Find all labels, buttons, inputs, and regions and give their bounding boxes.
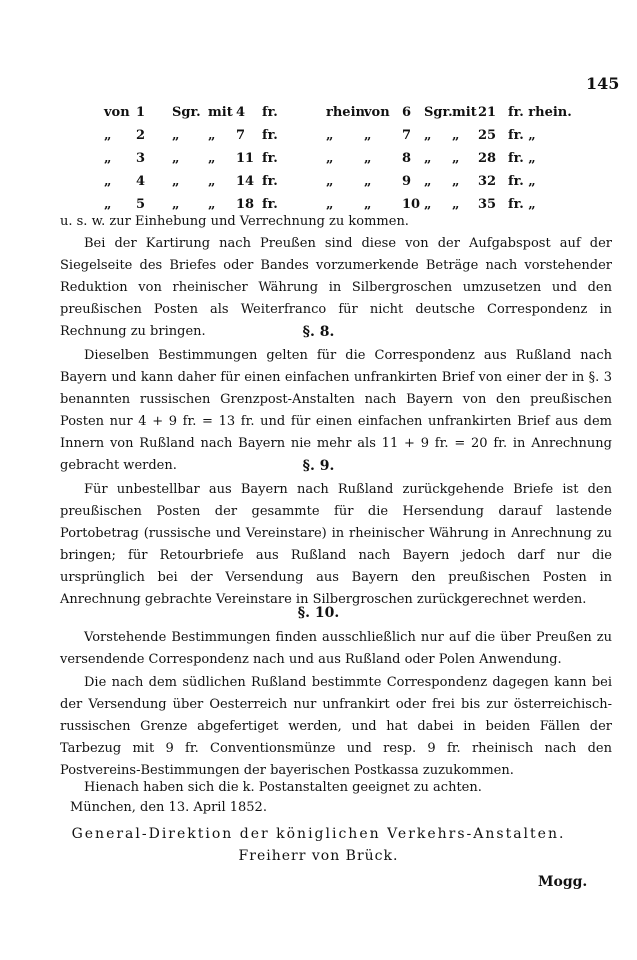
table-cell: 8 (402, 151, 412, 166)
table-cell: „ (326, 174, 334, 189)
table-cell: „ (364, 197, 372, 212)
table-cell: 9 (402, 174, 412, 189)
table-cell: 1 (136, 105, 146, 120)
table-cell: „ (104, 151, 112, 166)
table-cell: Sgr. (424, 105, 453, 120)
table-cell: von (364, 105, 390, 120)
table-cell: 4 (136, 174, 146, 189)
table-cell: „ (424, 151, 432, 166)
table-row (0, 147, 637, 170)
table-cell: 7 (236, 128, 246, 143)
table-row (0, 170, 637, 193)
table-cell: „ (424, 174, 432, 189)
table-cell: „ (172, 174, 180, 189)
table-cell: 7 (402, 128, 412, 143)
table-cell: „ (326, 128, 334, 143)
table-cell: „ (208, 151, 216, 166)
table-cell: fr. „ (508, 128, 536, 143)
table-cell: 21 (478, 105, 497, 120)
table-cell: 3 (136, 151, 146, 166)
table-cell: „ (424, 197, 432, 212)
table-cell: 28 (478, 151, 497, 166)
table-cell: fr. (262, 151, 278, 166)
section-heading-8: §. 8. (302, 324, 335, 340)
table-cell: „ (104, 128, 112, 143)
section-8-text: Dieselben Bestimmungen gelten für die Correspondenz aus Rußland nach Bayern und kann daher für einen einfachen unfrankirten Brief von einer der in §. 3 benannten russischen Grenzpost-Anstalten nach Bayern von den preußischen Posten nur 4 + 9 fr. = 13 fr. und für einen einfachen unfrankirten Brief aus dem Innern von Rußland nach Bayern nie mehr als 11 + 9 fr. = 20 fr. in Anrechnung gebracht werden. (60, 348, 612, 473)
table-cell: „ (326, 197, 334, 212)
table-cell: 35 (478, 197, 497, 212)
table-cell: 4 (236, 105, 246, 120)
table-cell: „ (208, 128, 216, 143)
table-cell: „ (364, 128, 372, 143)
table-cell: 32 (478, 174, 497, 189)
paragraph-kartirung: Bei der Kartirung nach Preußen sind diese von der Aufgabspost auf der Siegelseite des Briefes oder Bandes vorzumerkende Beträge nach vorstehender Reduktion von rheinischer Währung in Silbergroschen umzusetzen und den preußischen Posten als Weiterfranco für nicht deutsche Correspondenz in Rechnung zu bringen. (60, 236, 612, 339)
table-cell: „ (172, 197, 180, 212)
table-cell: 5 (136, 197, 146, 212)
table-cell: 25 (478, 128, 497, 143)
table-cell: „ (364, 174, 372, 189)
table-cell: „ (104, 174, 112, 189)
table-cell: mit (208, 105, 233, 120)
table-cell: „ (452, 174, 460, 189)
table-cell: „ (452, 128, 460, 143)
table-row (0, 101, 637, 124)
section-10-text-1: Vorstehende Bestimmungen finden ausschließlich nur auf die über Preußen zu versendende Correspondenz nach und aus Rußland oder Polen Anwendung. (60, 630, 612, 667)
section-9-text: Für unbestellbar aus Bayern nach Rußland zurückgehende Briefe ist den preußischen Posten der gesammte für die Hersendung darauf lastende Portobetrag (russische und Vereinstare) in rheinischer Währung in Anrechnung zu bringen; für Retourbriefe aus Rußland nach Bayern jedoch darf nur die ursprünglich bei der Versendung aus Bayern den preußischen Posten in Anrechnung gebrachte Vereinstare in Silbergroschen zurückgerechnet werden. (60, 482, 612, 607)
table-cell: 6 (402, 105, 412, 120)
table-cell: 11 (236, 151, 255, 166)
table-cell: Sgr. (172, 105, 201, 120)
table-cell: „ (172, 151, 180, 166)
table-cell: „ (452, 151, 460, 166)
table-cell: „ (326, 151, 334, 166)
conversion-table (0, 101, 637, 216)
table-cell: 14 (236, 174, 255, 189)
table-cell: fr. „ (508, 151, 536, 166)
section-heading-10: §. 10. (297, 605, 340, 621)
continuation-line: u. s. w. zur Einhebung und Verrechnung zu kommen. (60, 214, 409, 229)
issuing-authority: General-Direktion der königlichen Verkehrs-Anstalten. (71, 826, 566, 842)
table-cell: 18 (236, 197, 255, 212)
section-10-text-2: Die nach dem südlichen Rußland bestimmte Correspondenz dagegen kann bei der Versendung über Oesterreich nur unfrankirt oder frei bis zur österreichisch-russischen Grenze abgefertiget werden, und hat dabei in beiden Fällen der Tarbezug mit 9 fr. Conventionsmünze und resp. 9 fr. rheinisch nach den Postvereins-Bestimmungen der bayerischen Postkassa zuzukommen. (60, 675, 612, 778)
table-cell: fr. (262, 128, 278, 143)
page-number: 145 (586, 74, 620, 93)
table-cell: „ (104, 197, 112, 212)
table-cell: „ (172, 128, 180, 143)
table-cell: „ (208, 174, 216, 189)
table-cell: mit (452, 105, 477, 120)
table-row (0, 124, 637, 147)
table-cell: „ (424, 128, 432, 143)
table-cell: von (104, 105, 130, 120)
table-cell: rhein. (326, 105, 370, 120)
signatory: Freiherr von Brück. (238, 848, 399, 864)
date-line: München, den 13. April 1852. (70, 800, 267, 815)
clerk-signature: Mogg. (538, 874, 588, 890)
table-cell: fr. „ (508, 197, 536, 212)
table-cell: „ (452, 197, 460, 212)
table-cell: 2 (136, 128, 146, 143)
closing-line: Hienach haben sich die k. Postanstalten geeignet zu achten. (84, 780, 482, 795)
table-cell: 10 (402, 197, 421, 212)
section-heading-9: §. 9. (302, 458, 335, 474)
table-cell: „ (364, 151, 372, 166)
table-cell: fr. (262, 197, 278, 212)
table-cell: „ (208, 197, 216, 212)
table-cell: fr. rhein. (508, 105, 572, 120)
table-cell: fr. (262, 105, 278, 120)
table-cell: fr. „ (508, 174, 536, 189)
table-cell: fr. (262, 174, 278, 189)
